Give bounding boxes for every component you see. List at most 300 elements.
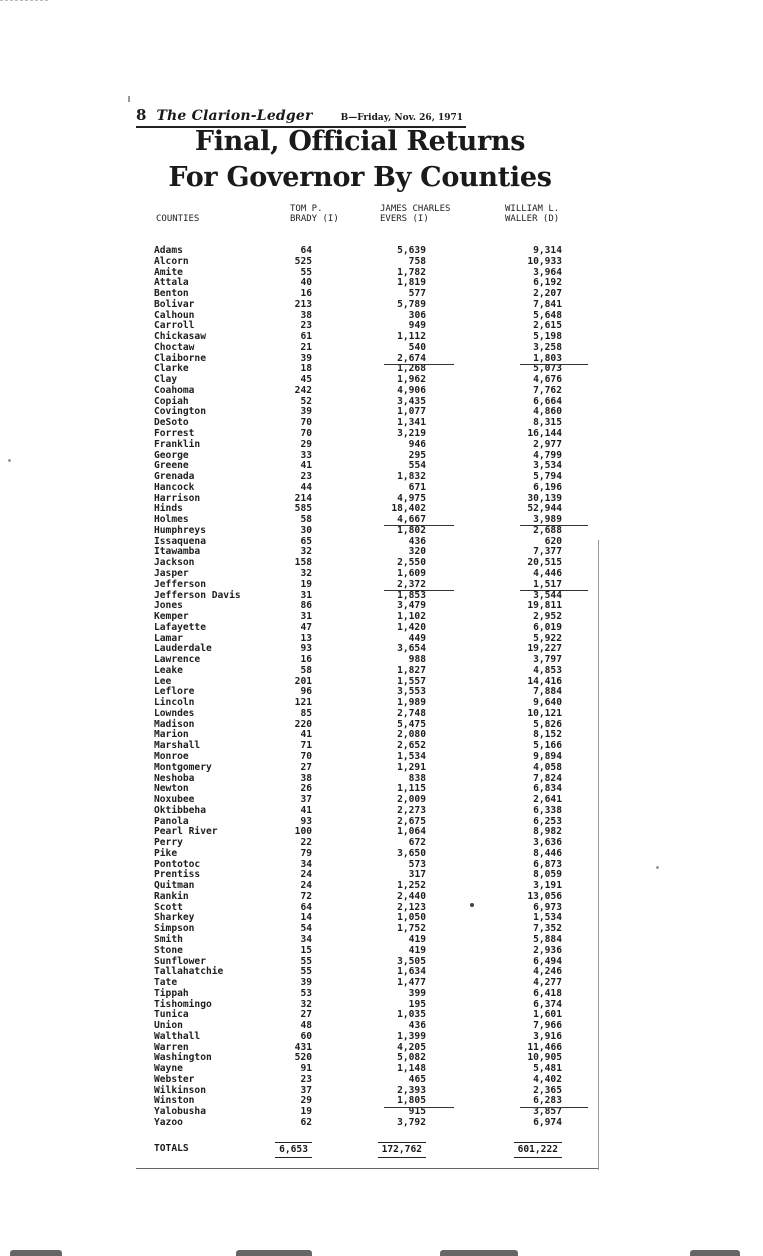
county-name: Scott (154, 901, 183, 913)
date-line: B—Friday, Nov. 26, 1971 (340, 113, 464, 123)
evers-votes: 988 (408, 654, 426, 666)
brady-votes: 91 (300, 1063, 312, 1075)
evers-votes: 320 (408, 546, 426, 558)
brady-votes: 64 (300, 245, 312, 256)
brady-votes: 23 (300, 320, 312, 332)
brady-votes: 585 (294, 503, 312, 515)
brady-votes: 19 (300, 1106, 312, 1118)
brady-votes: 93 (300, 643, 312, 655)
county-name: Humphreys (154, 524, 206, 536)
waller-votes: 9,894 (533, 750, 562, 762)
waller-votes: 3,857 (533, 1106, 562, 1118)
table-row (154, 730, 574, 741)
brady-votes: 47 (300, 621, 312, 633)
evers-votes: 5,082 (397, 1052, 426, 1064)
evers-votes: 1,853 (397, 589, 426, 601)
waller-votes: 2,365 (533, 1084, 562, 1096)
table-row (154, 591, 574, 602)
county-name: Choctaw (154, 341, 195, 353)
waller-votes: 14,416 (527, 675, 562, 687)
column-divider (598, 540, 599, 1170)
table-row (154, 935, 574, 946)
county-name: George (154, 449, 189, 461)
county-name: Benton (154, 288, 189, 300)
waller-votes: 6,019 (533, 621, 562, 633)
waller-votes: 4,246 (533, 966, 562, 978)
waller-votes: 9,314 (533, 245, 562, 256)
waller-votes: 3,544 (533, 589, 562, 601)
waller-votes: 5,073 (533, 363, 562, 375)
waller-votes: 11,466 (527, 1041, 562, 1053)
table-row (154, 494, 574, 505)
brady-votes: 41 (300, 804, 312, 816)
waller-votes: 16,144 (527, 428, 562, 440)
brady-votes: 70 (300, 428, 312, 440)
waller-votes: 19,227 (527, 643, 562, 655)
waller-votes: 3,989 (533, 514, 562, 526)
county-name: Stone (154, 944, 183, 956)
returns-table (154, 246, 574, 1129)
table-row (154, 720, 574, 731)
county-name: Lowndes (154, 707, 195, 719)
county-name: DeSoto (154, 417, 189, 429)
county-name: Leake (154, 664, 183, 676)
county-name: Neshoba (154, 772, 195, 784)
evers-votes: 3,650 (397, 847, 426, 859)
brady-votes: 34 (300, 858, 312, 870)
county-name: Winston (154, 1095, 195, 1107)
brady-votes: 93 (300, 815, 312, 827)
waller-votes: 4,676 (533, 374, 562, 386)
evers-votes: 3,654 (397, 643, 426, 655)
county-name: Union (154, 1020, 183, 1032)
evers-votes: 577 (408, 288, 426, 300)
table-row (154, 375, 574, 386)
headline-line-1: Final, Official Returns (194, 126, 526, 157)
waller-votes: 1,803 (533, 352, 562, 364)
evers-votes: 2,440 (397, 890, 426, 902)
table-row (154, 483, 574, 494)
county-name: Marion (154, 729, 189, 741)
totals-evers: 172,762 (378, 1142, 426, 1158)
print-speck (128, 96, 130, 102)
evers-votes: 399 (408, 987, 426, 999)
evers-votes: 2,372 (397, 578, 426, 590)
table-row (154, 827, 574, 838)
table-row (154, 397, 574, 408)
table-row (154, 515, 574, 526)
county-name: Wayne (154, 1063, 183, 1075)
evers-votes: 1,399 (397, 1030, 426, 1042)
county-name: Madison (154, 718, 195, 730)
evers-votes: 1,102 (397, 611, 426, 623)
brady-votes: 16 (300, 654, 312, 666)
table-row (154, 289, 574, 300)
evers-votes: 3,219 (397, 428, 426, 440)
evers-votes: 295 (408, 449, 426, 461)
brady-votes: 24 (300, 869, 312, 881)
county-name: Clarke (154, 363, 189, 375)
county-name: Sharkey (154, 912, 195, 924)
evers-votes: 1,827 (397, 664, 426, 676)
table-row (154, 967, 574, 978)
waller-votes: 6,873 (533, 858, 562, 870)
table-row (154, 1107, 574, 1118)
evers-votes: 306 (408, 309, 426, 321)
evers-votes: 2,273 (397, 804, 426, 816)
brady-votes: 22 (300, 837, 312, 849)
waller-votes: 6,253 (533, 815, 562, 827)
brady-votes: 27 (300, 1009, 312, 1021)
evers-votes: 672 (408, 837, 426, 849)
waller-votes: 3,964 (533, 266, 562, 278)
print-speck (656, 866, 659, 869)
county-name: Forrest (154, 428, 195, 440)
waller-votes: 1,517 (533, 578, 562, 590)
table-row (154, 860, 574, 871)
waller-votes: 5,481 (533, 1063, 562, 1075)
evers-votes: 2,652 (397, 740, 426, 752)
table-row (154, 311, 574, 322)
table-row (154, 774, 574, 785)
evers-votes: 1,557 (397, 675, 426, 687)
table-row (154, 1086, 574, 1097)
brady-votes: 79 (300, 847, 312, 859)
table-row (154, 558, 574, 569)
county-name: Jasper (154, 567, 189, 579)
table-row (154, 1010, 574, 1021)
table-row (154, 526, 574, 537)
evers-votes: 1,609 (397, 567, 426, 579)
waller-votes: 8,446 (533, 847, 562, 859)
county-name: Walthall (154, 1030, 201, 1042)
brady-votes: 44 (300, 481, 312, 493)
county-name: Jefferson Davis (154, 589, 241, 601)
page-number: 8 (136, 106, 147, 124)
table-row (154, 268, 574, 279)
waller-votes: 10,933 (527, 255, 562, 267)
table-row (154, 429, 574, 440)
table-row (154, 451, 574, 462)
bottom-rule (136, 1168, 598, 1169)
evers-votes: 2,674 (397, 352, 426, 364)
table-row (154, 892, 574, 903)
evers-votes: 2,009 (397, 794, 426, 806)
evers-votes: 2,123 (397, 901, 426, 913)
table-row (154, 677, 574, 688)
brady-votes: 48 (300, 1020, 312, 1032)
county-name: Attala (154, 277, 189, 289)
brady-votes: 201 (294, 675, 312, 687)
page-edge-smudge (10, 1250, 62, 1256)
county-name: Montgomery (154, 761, 212, 773)
county-name: Tate (154, 977, 178, 989)
evers-votes: 1,832 (397, 471, 426, 483)
evers-votes: 1,477 (397, 977, 426, 989)
brady-votes: 33 (300, 449, 312, 461)
waller-votes: 2,952 (533, 611, 562, 623)
waller-votes: 9,640 (533, 697, 562, 709)
county-name: Pike (154, 847, 178, 859)
county-name: Alcorn (154, 255, 189, 267)
strike-rule (384, 525, 454, 526)
brady-votes: 34 (300, 934, 312, 945)
table-row (154, 418, 574, 429)
brady-votes: 70 (300, 417, 312, 429)
county-name: Lee (154, 675, 172, 687)
table-row (154, 752, 574, 763)
brady-votes: 220 (294, 718, 312, 730)
totals-row (154, 1142, 574, 1156)
county-name: Prentiss (154, 869, 201, 881)
strike-rule (520, 525, 588, 526)
waller-votes: 6,418 (533, 987, 562, 999)
brady-votes: 32 (300, 546, 312, 558)
brady-votes: 62 (300, 1117, 312, 1129)
waller-votes: 4,799 (533, 449, 562, 461)
county-name: Panola (154, 815, 189, 827)
table-row (154, 784, 574, 795)
county-name: Harrison (154, 492, 201, 504)
brady-votes: 121 (294, 697, 312, 709)
county-name: Hancock (154, 481, 195, 493)
evers-votes: 1,291 (397, 761, 426, 773)
evers-votes: 838 (408, 772, 426, 784)
table-row (154, 870, 574, 881)
table-row (154, 644, 574, 655)
waller-votes: 7,824 (533, 772, 562, 784)
waller-votes: 7,966 (533, 1020, 562, 1032)
print-speck (8, 459, 11, 462)
county-name: Webster (154, 1073, 195, 1085)
waller-votes: 4,402 (533, 1073, 562, 1085)
waller-votes: 6,374 (533, 998, 562, 1010)
table-row (154, 278, 574, 289)
waller-votes: 5,826 (533, 718, 562, 730)
brady-votes: 53 (300, 987, 312, 999)
county-name: Simpson (154, 923, 195, 935)
table-row (154, 1053, 574, 1064)
county-name: Clay (154, 374, 178, 386)
evers-votes: 540 (408, 341, 426, 353)
evers-votes: 1,534 (397, 750, 426, 762)
county-name: Sunflower (154, 955, 206, 967)
brady-votes: 58 (300, 514, 312, 526)
table-row (154, 806, 574, 817)
waller-votes: 6,196 (533, 481, 562, 493)
brady-votes: 242 (294, 384, 312, 396)
evers-votes: 5,475 (397, 718, 426, 730)
table-row (154, 1064, 574, 1075)
table-row (154, 472, 574, 483)
table-row (154, 763, 574, 774)
waller-votes: 2,641 (533, 794, 562, 806)
waller-votes: 3,191 (533, 880, 562, 892)
waller-votes: 5,198 (533, 331, 562, 343)
waller-votes: 4,277 (533, 977, 562, 989)
brady-votes: 61 (300, 331, 312, 343)
county-name: Chickasaw (154, 331, 206, 343)
table-row (154, 795, 574, 806)
waller-votes: 4,446 (533, 567, 562, 579)
waller-votes: 6,338 (533, 804, 562, 816)
evers-votes: 671 (408, 481, 426, 493)
brady-votes: 13 (300, 632, 312, 644)
waller-votes: 8,059 (533, 869, 562, 881)
brady-votes: 45 (300, 374, 312, 386)
waller-votes: 10,905 (527, 1052, 562, 1064)
brady-votes: 31 (300, 589, 312, 601)
evers-votes: 2,550 (397, 557, 426, 569)
evers-votes: 4,205 (397, 1041, 426, 1053)
evers-votes: 3,553 (397, 686, 426, 698)
table-row (154, 386, 574, 397)
page-edge-rule (0, 0, 48, 1)
waller-votes: 5,922 (533, 632, 562, 644)
table-row (154, 924, 574, 935)
evers-votes: 436 (408, 1020, 426, 1032)
brady-votes: 58 (300, 664, 312, 676)
table-row (154, 1118, 574, 1129)
table-row (154, 537, 574, 548)
county-name: Lawrence (154, 654, 201, 666)
waller-votes: 30,139 (527, 492, 562, 504)
waller-votes: 4,860 (533, 406, 562, 418)
county-name: Covington (154, 406, 206, 418)
table-row (154, 687, 574, 698)
brady-votes: 520 (294, 1052, 312, 1064)
county-name: Grenada (154, 471, 195, 483)
table-row (154, 343, 574, 354)
brady-votes: 19 (300, 578, 312, 590)
brady-votes: 21 (300, 341, 312, 353)
waller-votes: 4,853 (533, 664, 562, 676)
evers-votes: 915 (408, 1106, 426, 1118)
brady-votes: 52 (300, 395, 312, 407)
evers-votes: 2,748 (397, 707, 426, 719)
waller-votes: 3,534 (533, 460, 562, 472)
table-row (154, 978, 574, 989)
evers-votes: 1,252 (397, 880, 426, 892)
county-name: Amite (154, 266, 183, 278)
table-row (154, 709, 574, 720)
table-row (154, 1000, 574, 1011)
brady-votes: 32 (300, 567, 312, 579)
waller-votes: 1,534 (533, 912, 562, 924)
brady-votes: 40 (300, 277, 312, 289)
table-row (154, 504, 574, 515)
table-row (154, 838, 574, 849)
evers-votes: 573 (408, 858, 426, 870)
evers-votes: 419 (408, 944, 426, 956)
waller-votes: 3,636 (533, 837, 562, 849)
waller-votes: 7,352 (533, 923, 562, 935)
brady-votes: 65 (300, 535, 312, 547)
table-row (154, 946, 574, 957)
brady-votes: 29 (300, 438, 312, 450)
table-row (154, 612, 574, 623)
brady-votes: 525 (294, 255, 312, 267)
brady-votes: 30 (300, 524, 312, 536)
waller-votes: 3,916 (533, 1030, 562, 1042)
brady-votes: 213 (294, 298, 312, 310)
brady-votes: 96 (300, 686, 312, 698)
county-name: Tunica (154, 1009, 189, 1021)
table-row (154, 547, 574, 558)
column-header-waller: WILLIAM L. WALLER (D) (505, 204, 560, 224)
table-row (154, 1043, 574, 1054)
waller-votes: 7,377 (533, 546, 562, 558)
waller-votes: 5,884 (533, 934, 562, 945)
brady-votes: 14 (300, 912, 312, 924)
county-name: Monroe (154, 750, 189, 762)
waller-votes: 3,797 (533, 654, 562, 666)
evers-votes: 4,667 (397, 514, 426, 526)
evers-votes: 3,435 (397, 395, 426, 407)
evers-votes: 18,402 (391, 503, 426, 515)
county-name: Perry (154, 837, 183, 849)
table-row (154, 332, 574, 343)
brady-votes: 26 (300, 783, 312, 795)
waller-votes: 8,982 (533, 826, 562, 838)
column-header-brady: TOM P. BRADY (I) (290, 204, 339, 224)
county-name: Issaquena (154, 535, 206, 547)
waller-votes: 2,936 (533, 944, 562, 956)
evers-votes: 758 (408, 255, 426, 267)
evers-votes: 1,989 (397, 697, 426, 709)
brady-votes: 31 (300, 611, 312, 623)
waller-votes: 2,207 (533, 288, 562, 300)
evers-votes: 1,115 (397, 783, 426, 795)
headline-line-2: For Governor By Counties (168, 162, 552, 193)
county-name: Leflore (154, 686, 195, 698)
evers-votes: 3,479 (397, 600, 426, 612)
county-name: Tishomingo (154, 998, 212, 1010)
waller-votes: 3,258 (533, 341, 562, 353)
evers-votes: 1,112 (397, 331, 426, 343)
brady-votes: 23 (300, 1073, 312, 1085)
county-name: Claiborne (154, 352, 206, 364)
evers-votes: 1,050 (397, 912, 426, 924)
table-row (154, 569, 574, 580)
brady-votes: 39 (300, 406, 312, 418)
county-name: Adams (154, 245, 183, 256)
evers-votes: 1,064 (397, 826, 426, 838)
brady-votes: 70 (300, 750, 312, 762)
print-speck (470, 903, 474, 907)
evers-votes: 1,148 (397, 1063, 426, 1075)
county-name: Kemper (154, 611, 189, 623)
waller-votes: 4,058 (533, 761, 562, 773)
brady-votes: 60 (300, 1030, 312, 1042)
brady-votes: 24 (300, 880, 312, 892)
evers-votes: 554 (408, 460, 426, 472)
county-name: Yalobusha (154, 1106, 206, 1118)
newspaper-name: The Clarion-Ledger (156, 108, 313, 124)
table-row (154, 698, 574, 709)
table-row (154, 655, 574, 666)
evers-votes: 436 (408, 535, 426, 547)
strike-rule (520, 1107, 588, 1108)
county-name: Marshall (154, 740, 201, 752)
brady-votes: 37 (300, 1084, 312, 1096)
brady-votes: 55 (300, 955, 312, 967)
brady-votes: 72 (300, 890, 312, 902)
totals-waller: 601,222 (514, 1142, 562, 1158)
brady-votes: 41 (300, 460, 312, 472)
county-name: Pearl River (154, 826, 218, 838)
county-name: Wilkinson (154, 1084, 206, 1096)
